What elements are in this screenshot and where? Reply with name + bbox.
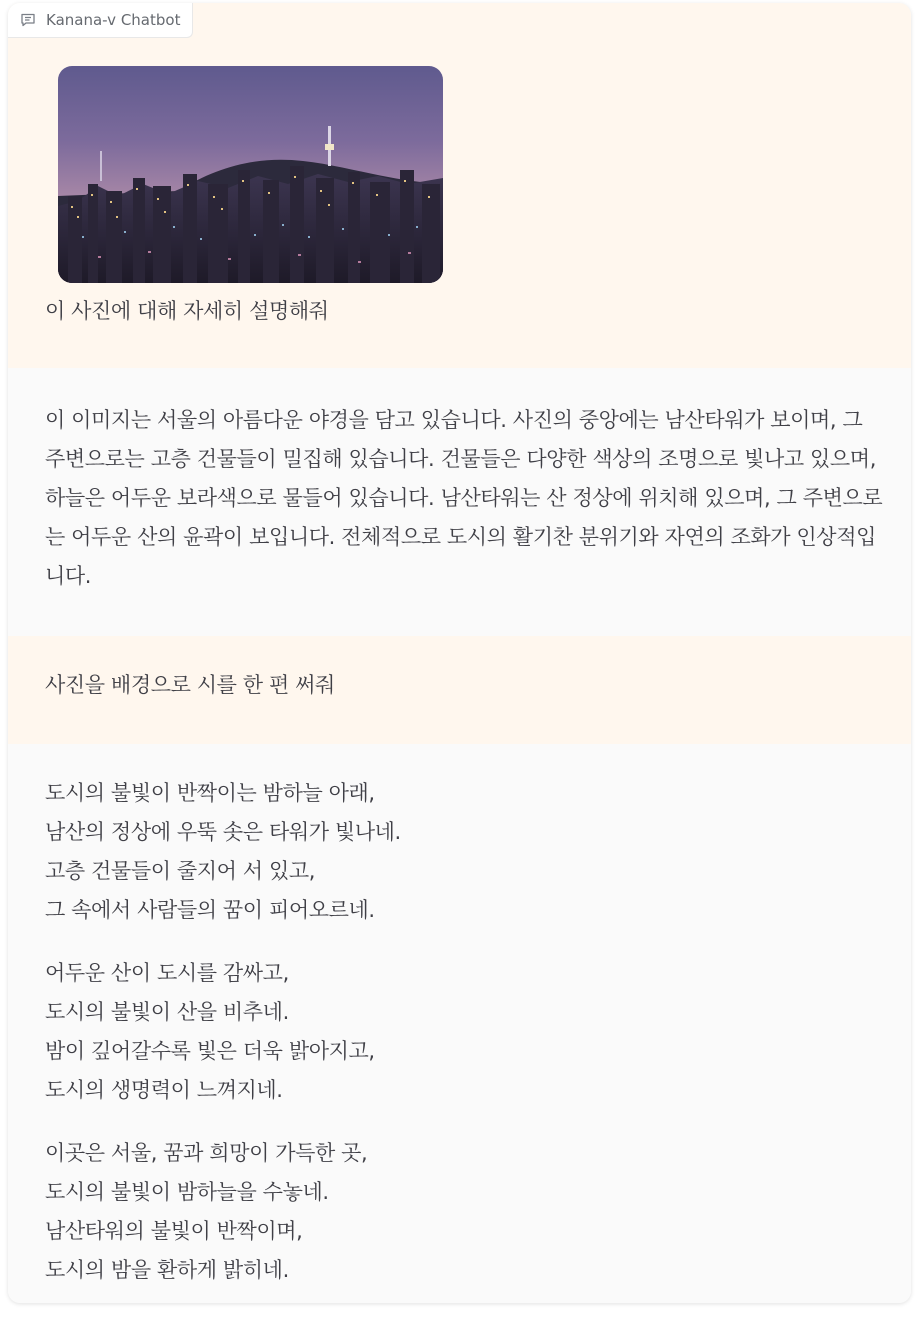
poem-line: 고층 건물들이 줄지어 서 있고, [45,859,316,883]
poem-line: 이곳은 서울, 꿈과 희망이 가득한 곳, [45,1141,368,1165]
message-image[interactable] [58,66,443,283]
user-message [8,3,911,368]
chatbot-label [8,3,193,38]
user-message [8,636,911,744]
poem-line: 도시의 불빛이 밤하늘을 수놓네. [45,1180,329,1204]
poem-line: 도시의 불빛이 산을 비추네. [45,1000,289,1024]
poem-line: 그 속에서 사람들의 꿈이 피어오르네. [45,898,375,922]
poem-line: 남산타워의 불빛이 반짝이며, [45,1219,303,1243]
poem-line: 도시의 밤을 환하게 밝히네. [45,1258,289,1282]
poem-line: 도시의 생명력이 느껴지네. [45,1078,283,1102]
poem-line: 밤이 깊어갈수록 빛은 더욱 밝아지고, [45,1039,375,1063]
user-message-text: 이 사진에 대해 자세히 설명해줘 [45,299,329,323]
bot-message-text: 이 이미지는 서울의 아름다운 야경을 담고 있습니다. 사진의 중앙에는 남산타워가 보이며, 그 주변으로는 고층 건물들이 밀집해 있습니다. 건물들은 다양한 색상의 조명으로 빛나고 있으며, 하늘은 어두운 보라색으로 물들어 있습니다. 남산타워는 산 정상에 위치해 있으며, 그 주변으로는 어두운 산의 윤곽이 보입니다. 전체적으로 도시의 활기찬 분위기와 자연의 조화가 인상적입니다. [45,408,883,588]
poem-line: 남산의 정상에 우뚝 솟은 타워가 빛나네. [45,820,401,844]
bot-message [8,368,911,636]
poem-stanza [45,774,885,930]
poem-stanza [45,954,885,1110]
chat-bubble-icon [20,12,36,28]
poem-stanza [45,1134,885,1290]
poem-line: 도시의 불빛이 반짝이는 밤하늘 아래, [45,781,375,805]
bot-poem [45,774,885,1303]
chatbot-label-text: Kanana-v Chatbot [46,11,181,29]
user-message-text: 사진을 배경으로 시를 한 편 써줘 [45,673,335,697]
poem-line: 어두운 산이 도시를 감싸고, [45,961,289,985]
bot-message [8,744,911,1303]
chatbot-panel [8,3,911,1303]
